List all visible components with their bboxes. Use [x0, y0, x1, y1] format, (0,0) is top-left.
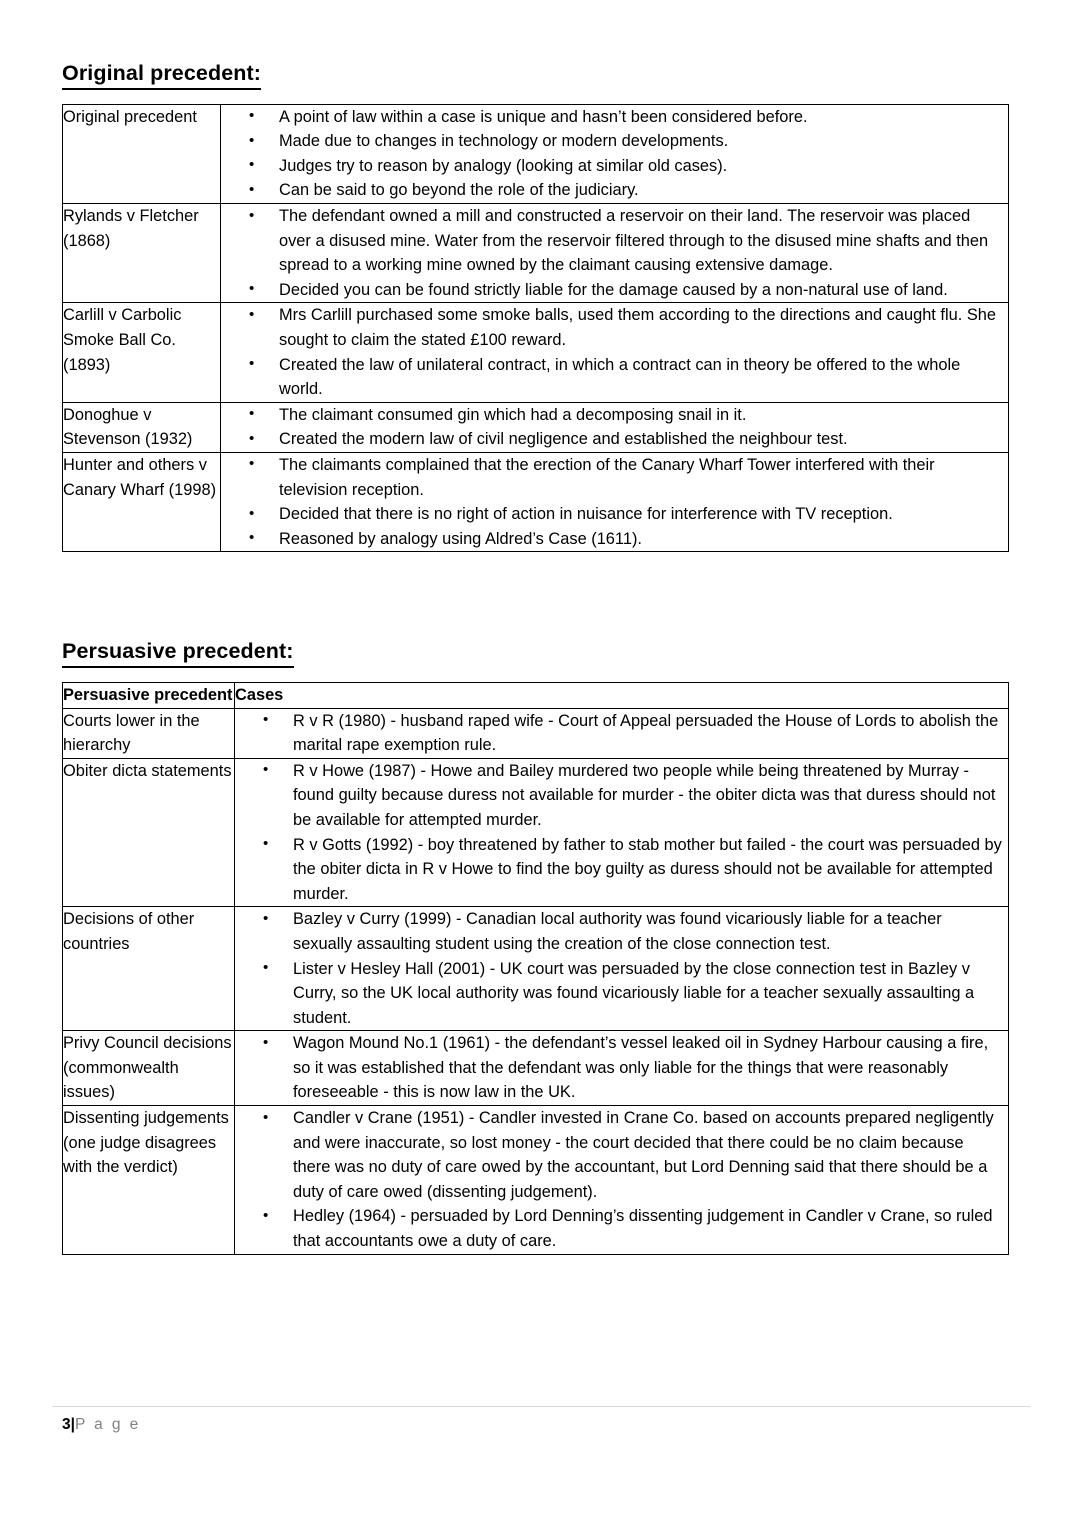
column-header-cases: Cases: [235, 682, 1009, 708]
bullet-item: • R v R (1980) - husband raped wife - Court of Appeal persuaded the House of Lords to abolish the marital rape exemption rule.: [235, 709, 1008, 758]
row-content: [235, 708, 1009, 758]
table-row: [63, 104, 1009, 203]
page-title-original-precedent: Original precedent:: [62, 62, 261, 90]
footer-divider: [52, 1406, 1030, 1407]
bullet-list: [235, 1106, 1008, 1254]
column-header-category: Persuasive precedent: [63, 682, 235, 708]
section-persuasive-precedent: [62, 640, 1008, 668]
row-content: [221, 303, 1009, 402]
row-label: Original precedent: [63, 104, 221, 203]
bullet-list: [235, 709, 1008, 758]
bullet-item: • The claimant consumed gin which had a decomposing snail in it.: [221, 403, 1008, 428]
bullet-item: • Created the law of unilateral contract, in which a contract can in theory be offered to the whole world.: [221, 353, 1008, 402]
row-label: Hunter and others v Canary Wharf (1998): [63, 452, 221, 551]
table-persuasive-precedent: [62, 682, 1009, 1255]
table-row: [63, 452, 1009, 551]
bullet-list: [235, 759, 1008, 907]
bullet-item: • A point of law within a case is unique and hasn’t been considered before.: [221, 105, 1008, 130]
table-row: [63, 1031, 1009, 1106]
bullet-list: [235, 907, 1008, 1030]
bullet-item: • Reasoned by analogy using Aldred’s Case (1611).: [221, 527, 1008, 552]
bullet-item: • Lister v Hesley Hall (2001) - UK court was persuaded by the close connection test in Bazley v Curry, so the UK local authority was found vicariously liable for a teacher sexually assaulting a student.: [235, 957, 1008, 1031]
row-label: Privy Council decisions (commonwealth issues): [63, 1031, 235, 1106]
bullet-list: [221, 303, 1008, 401]
bullet-item: • The claimants complained that the erection of the Canary Wharf Tower interfered with their television reception.: [221, 453, 1008, 502]
footer-page-word: P a g e: [74, 1416, 141, 1433]
section-original-precedent: [62, 0, 1008, 90]
section-spacer: [62, 552, 1008, 640]
row-content: [235, 1106, 1009, 1255]
bullet-item: • Mrs Carlill purchased some smoke balls, used them according to the directions and caught flu. She sought to claim the stated £100 reward.: [221, 303, 1008, 352]
row-label: Dissenting judgements (one judge disagrees with the verdict): [63, 1106, 235, 1255]
table-row: [63, 204, 1009, 303]
table-header-row: [63, 682, 1009, 708]
bullet-item: • Hedley (1964) - persuaded by Lord Denning’s dissenting judgement in Candler v Crane, so ruled that accountants owe a duty of care.: [235, 1204, 1008, 1253]
bullet-list: [221, 204, 1008, 302]
bullet-list: [221, 105, 1008, 203]
table-row: [63, 907, 1009, 1031]
row-label: Rylands v Fletcher (1868): [63, 204, 221, 303]
row-label: Carlill v Carbolic Smoke Ball Co. (1893): [63, 303, 221, 402]
row-content: [221, 204, 1009, 303]
row-content: [221, 402, 1009, 452]
table-original-precedent: [62, 104, 1009, 553]
bullet-item: • Bazley v Curry (1999) - Canadian local authority was found vicariously liable for a teacher sexually assaulting student using the creation of the close connection test.: [235, 907, 1008, 956]
bullet-item: • R v Howe (1987) - Howe and Bailey murdered two people while being threatened by Murray - found guilty because duress not available for murder - the obiter dicta was that duress should not be available for attempted murder.: [235, 759, 1008, 833]
bullet-item: • Made due to changes in technology or modern developments.: [221, 129, 1008, 154]
document-content: [62, 0, 1008, 1255]
bullet-item: • Can be said to go beyond the role of the judiciary.: [221, 178, 1008, 203]
bullet-item: • Wagon Mound No.1 (1961) - the defendant’s vessel leaked oil in Sydney Harbour causing a fire, so it was established that the defendant was only liable for the things that were reasonably foreseeable - this is now law in the UK.: [235, 1031, 1008, 1105]
bullet-list: [221, 403, 1008, 452]
table-row: [63, 708, 1009, 758]
row-content: [221, 104, 1009, 203]
footer-page-number: 3: [62, 1416, 71, 1433]
table-row: [63, 303, 1009, 402]
table-row: [63, 1106, 1009, 1255]
row-content: [235, 1031, 1009, 1106]
footer-separator: |: [70, 1416, 75, 1433]
bullet-item: • Judges try to reason by analogy (looking at similar old cases).: [221, 154, 1008, 179]
table-row: [63, 402, 1009, 452]
row-content: [235, 907, 1009, 1031]
row-label: Donoghue v Stevenson (1932): [63, 402, 221, 452]
bullet-list: [221, 453, 1008, 551]
row-content: [235, 758, 1009, 907]
page-footer: [52, 1406, 1030, 1434]
bullet-item: • Decided you can be found strictly liable for the damage caused by a non-natural use of land.: [221, 278, 1008, 303]
bullet-item: • Candler v Crane (1951) - Candler invested in Crane Co. based on accounts prepared negligently and were inaccurate, so lost money - the court decided that there could be no claim because there was no duty of care owed by the accountant, but Lord Denning said that there should be a duty of care owed (dissenting judgement).: [235, 1106, 1008, 1204]
row-content: [221, 452, 1009, 551]
bullet-list: [235, 1031, 1008, 1105]
bullet-item: • The defendant owned a mill and constructed a reservoir on their land. The reservoir was placed over a disused mine. Water from the reservoir filtered through to the disused mine shafts and then spread to a working mine owned by the claimant causing extensive damage.: [221, 204, 1008, 278]
row-label: Courts lower in the hierarchy: [63, 708, 235, 758]
footer-page-label: [52, 1416, 1030, 1434]
page-title-persuasive-precedent: Persuasive precedent:: [62, 640, 294, 668]
bullet-item: • Created the modern law of civil negligence and established the neighbour test.: [221, 427, 1008, 452]
table-row: [63, 758, 1009, 907]
bullet-item: • Decided that there is no right of action in nuisance for interference with TV reception.: [221, 502, 1008, 527]
bullet-item: • R v Gotts (1992) - boy threatened by father to stab mother but failed - the court was persuaded by the obiter dicta in R v Howe to find the boy guilty as duress should not be available for attempted murder.: [235, 833, 1008, 907]
row-label: Obiter dicta statements: [63, 758, 235, 907]
row-label: Decisions of other countries: [63, 907, 235, 1031]
